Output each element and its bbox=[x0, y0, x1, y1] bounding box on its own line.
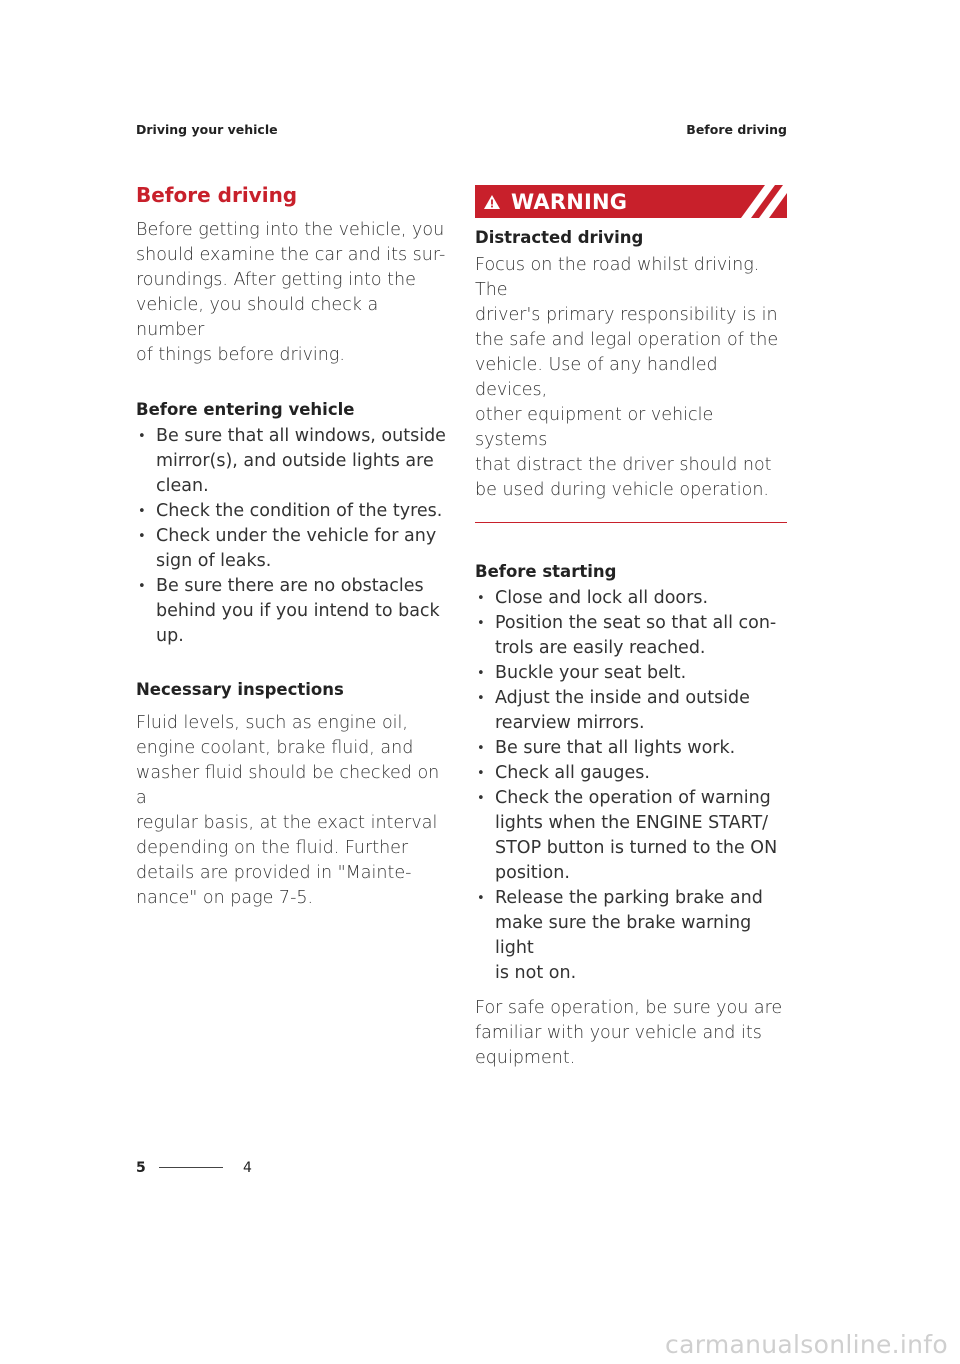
subheading-before-entering: Before entering vehicle bbox=[136, 400, 355, 419]
list-item: • Check the condition of the tyres. bbox=[136, 499, 448, 524]
chapter-number: 5 bbox=[136, 1160, 146, 1176]
list-item: • Adjust the inside and outside rearview mirrors. bbox=[475, 686, 787, 736]
list-item: • Buckle your seat belt. bbox=[475, 661, 787, 686]
list-item: • Check the operation of warning lights when the ENGINE START/ STOP button is turned to the ON position. bbox=[475, 786, 787, 886]
intro-paragraph: Before getting into the vehicle, you should examine the car and its sur- roundings. After getting into the vehicle, you should check a number of things before driving. bbox=[136, 220, 446, 365]
subheading-necessary-inspections: Necessary inspections bbox=[136, 680, 344, 699]
page-number: 4 bbox=[243, 1160, 252, 1176]
list-item: • Be sure that all windows, outside mirror(s), and outside lights are clean. bbox=[136, 424, 448, 499]
subheading-before-starting: Before starting bbox=[475, 562, 617, 581]
inspections-paragraph: Fluid levels, such as engine oil, engine coolant, brake fluid, and washer fluid should be checked on a regular basis, at the exact interval depending on the fluid. Further details are provided in "Mainte- nance" on page 7-5. bbox=[136, 713, 440, 908]
starting-checklist bbox=[475, 586, 787, 986]
warning-banner bbox=[475, 185, 787, 218]
list-item: • Release the parking brake and make sure the brake warning light is not on. bbox=[475, 886, 787, 986]
list-item: • Check under the vehicle for any sign of leaks. bbox=[136, 524, 448, 574]
watermark: carmanualsonline.info bbox=[665, 1330, 948, 1359]
left-column bbox=[136, 181, 448, 911]
warning-divider bbox=[475, 522, 787, 523]
closing-paragraph: For safe operation, be sure you are familiar with your vehicle and its equipment. bbox=[475, 998, 783, 1068]
right-column bbox=[475, 185, 787, 1071]
list-item: • Be sure that all lights work. bbox=[475, 736, 787, 761]
list-item: • Close and lock all doors. bbox=[475, 586, 787, 611]
warning-heading: Distracted driving bbox=[475, 228, 644, 247]
page-number-divider bbox=[159, 1167, 223, 1168]
list-item: • Be sure there are no obstacles behind you if you intend to back up. bbox=[136, 574, 448, 649]
entering-checklist bbox=[136, 424, 448, 649]
warning-triangle-icon bbox=[483, 194, 501, 210]
warning-label: WARNING bbox=[511, 189, 628, 214]
running-header-chapter: Driving your vehicle bbox=[136, 122, 278, 137]
list-item: • Check all gauges. bbox=[475, 761, 787, 786]
list-item: • Position the seat so that all con- trols are easily reached. bbox=[475, 611, 787, 661]
warning-text: Focus on the road whilst driving. The driver's primary responsibility is in the safe and legal operation of the vehicle. Use of any handled devices, other equipment or vehicle systems that distract the driver should not be used during vehicle operation. bbox=[475, 255, 779, 500]
section-title: Before driving bbox=[136, 183, 298, 207]
warning-stripes-decoration bbox=[729, 185, 787, 218]
running-header-section: Before driving bbox=[686, 122, 787, 137]
